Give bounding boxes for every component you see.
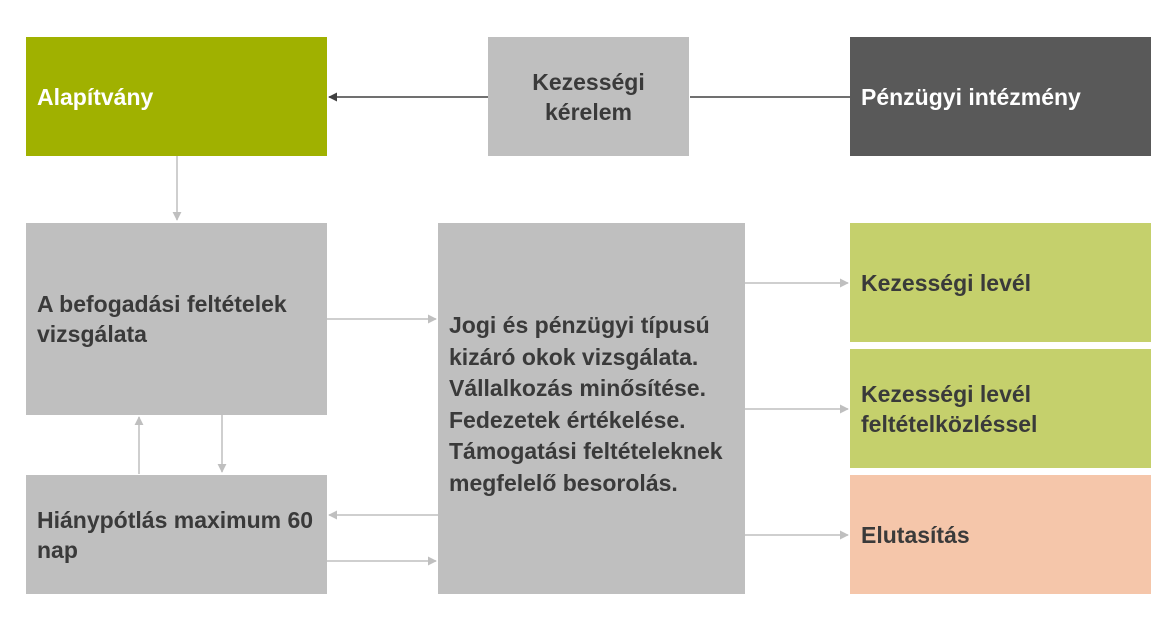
rejection-label: Elutasítás bbox=[861, 521, 970, 548]
legal-financial-review-box bbox=[438, 223, 745, 594]
admission-check-box bbox=[26, 223, 327, 415]
admission-check-label: A befogadási feltételek vizsgálata bbox=[37, 291, 287, 347]
financial-institution-box bbox=[850, 37, 1151, 156]
deficiency-fix-box bbox=[26, 475, 327, 594]
rejection-box bbox=[850, 475, 1151, 594]
foundation-label: Alapítvány bbox=[37, 83, 154, 110]
legal-financial-review-label: Jogi és pénzügyi típusú kizáró okok vizsgálata. Vállalkozás minősítése. Fedezetek értékelése. Támogatási feltételeknek megfelelő besorolás. bbox=[449, 312, 723, 496]
guarantee-letter-box bbox=[850, 223, 1151, 342]
guarantee-request-label: Kezességi kérelem bbox=[532, 68, 645, 125]
guarantee-letter-conditional-box bbox=[850, 349, 1151, 468]
guarantee-letter-conditional-label: Kezességi levél feltételközléssel bbox=[861, 380, 1038, 437]
deficiency-fix-label: Hiánypótlás maximum 60 nap bbox=[37, 506, 314, 563]
guarantee-letter-label: Kezességi levél bbox=[861, 269, 1032, 296]
foundation-box bbox=[26, 37, 327, 156]
guarantee-request-box bbox=[488, 37, 689, 156]
financial-institution-label: Pénzügyi intézmény bbox=[861, 83, 1081, 110]
